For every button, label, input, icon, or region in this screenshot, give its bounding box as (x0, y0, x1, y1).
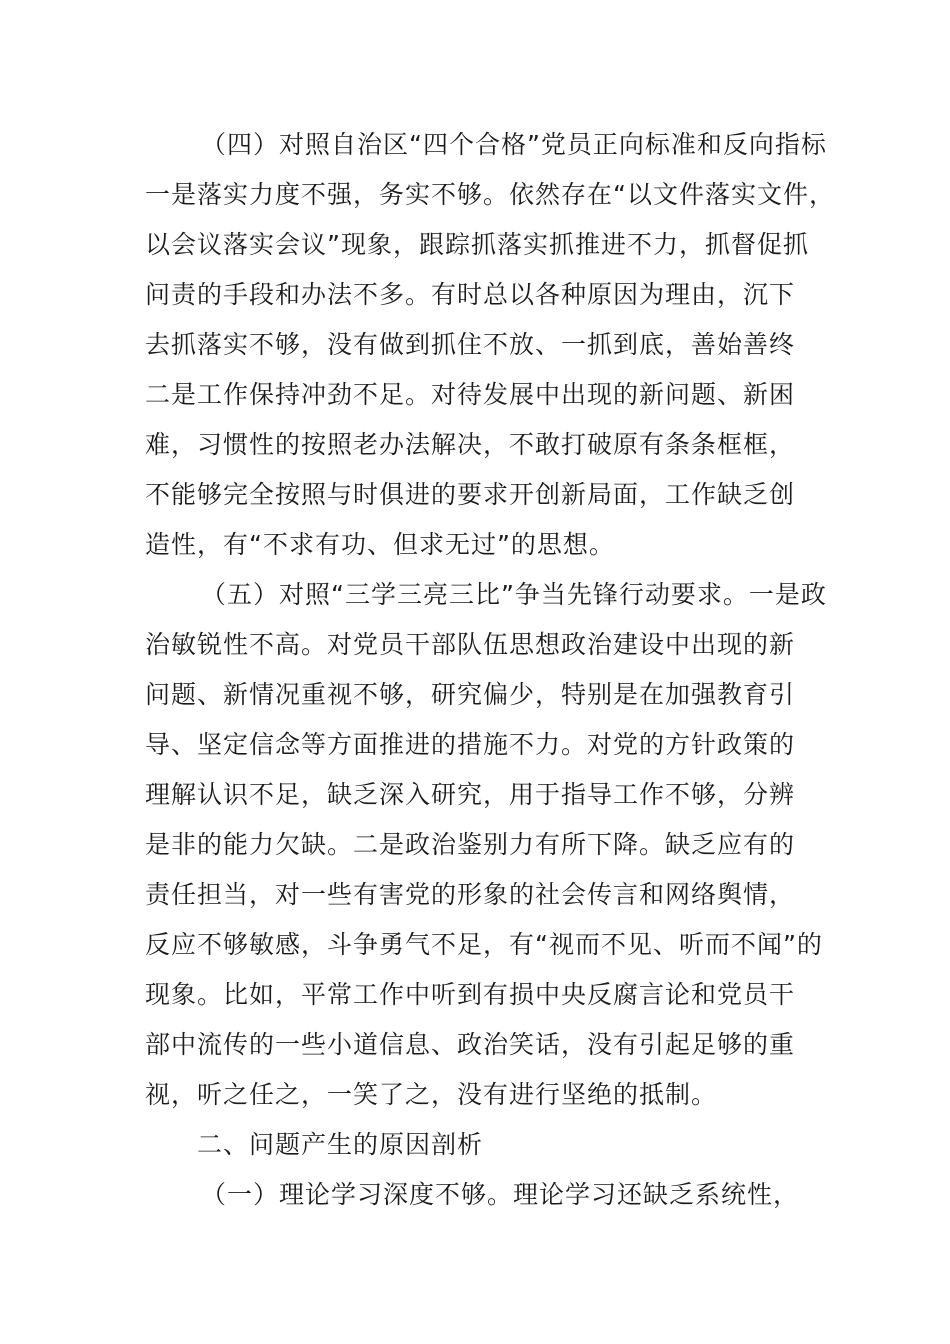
text-line: 现象。比如，平常工作中听到有损中央反腐言论和党员干 (145, 980, 796, 1009)
text-line: 去抓落实不够，没有做到抓住不放、一抓到底，善始善终 (145, 330, 796, 359)
section-heading-two: 二、问题产生的原因剖析 (197, 1130, 484, 1159)
paragraph-heading-five: （五）对照“三学三亮三比”争当先锋行动要求。一是政 (201, 580, 827, 609)
paragraph-heading-four: （四）对照自治区“四个合格”党员正向标准和反向指标 (201, 130, 827, 159)
text-line: 责任担当，对一些有害党的形象的社会传言和网络舆情， (145, 880, 796, 909)
text-line: 部中流传的一些小道信息、政治笑话，没有引起足够的重 (145, 1030, 796, 1059)
text-line: 是非的能力欠缺。二是政治鉴别力有所下降。缺乏应有的 (145, 830, 796, 859)
text-line: 二是工作保持冲劲不足。对待发展中出现的新问题、新困 (145, 380, 796, 409)
text-line: 不能够完全按照与时俱进的要求开创新局面，工作缺乏创 (145, 480, 796, 509)
text-line: 导、坚定信念等方面推进的措施不力。对党的方针政策的 (145, 730, 796, 759)
text-line: 问题、新情况重视不够，研究偏少，特别是在加强教育引 (145, 680, 796, 709)
text-line: 反应不够敏感，斗争勇气不足，有“视而不见、听而不闻”的 (145, 930, 823, 959)
text-line: 难，习惯性的按照老办法解决，不敢打破原有条条框框， (145, 430, 796, 459)
text-line: 以会议落实会议”现象，跟踪抓落实抓推进不力，抓督促抓 (145, 230, 809, 259)
text-line: 问责的手段和办法不多。有时总以各种原因为理由，沉下 (145, 280, 796, 309)
paragraph-heading-one: （一）理论学习深度不够。理论学习还缺乏系统性， (201, 1180, 800, 1209)
text-line: 理解认识不足，缺乏深入研究，用于指导工作不够，分辨 (145, 780, 796, 809)
text-line: 治敏锐性不高。对党员干部队伍思想政治建设中出现的新 (145, 630, 796, 659)
document-body (145, 120, 835, 1220)
text-line: 视，听之任之，一笑了之，没有进行坚绝的抵制。 (145, 1080, 718, 1109)
text-line: 造性，有“不求有功、但求无过”的思想。 (145, 530, 615, 559)
text-line: 一是落实力度不强，务实不够。依然存在“以文件落实文件， (145, 180, 835, 209)
